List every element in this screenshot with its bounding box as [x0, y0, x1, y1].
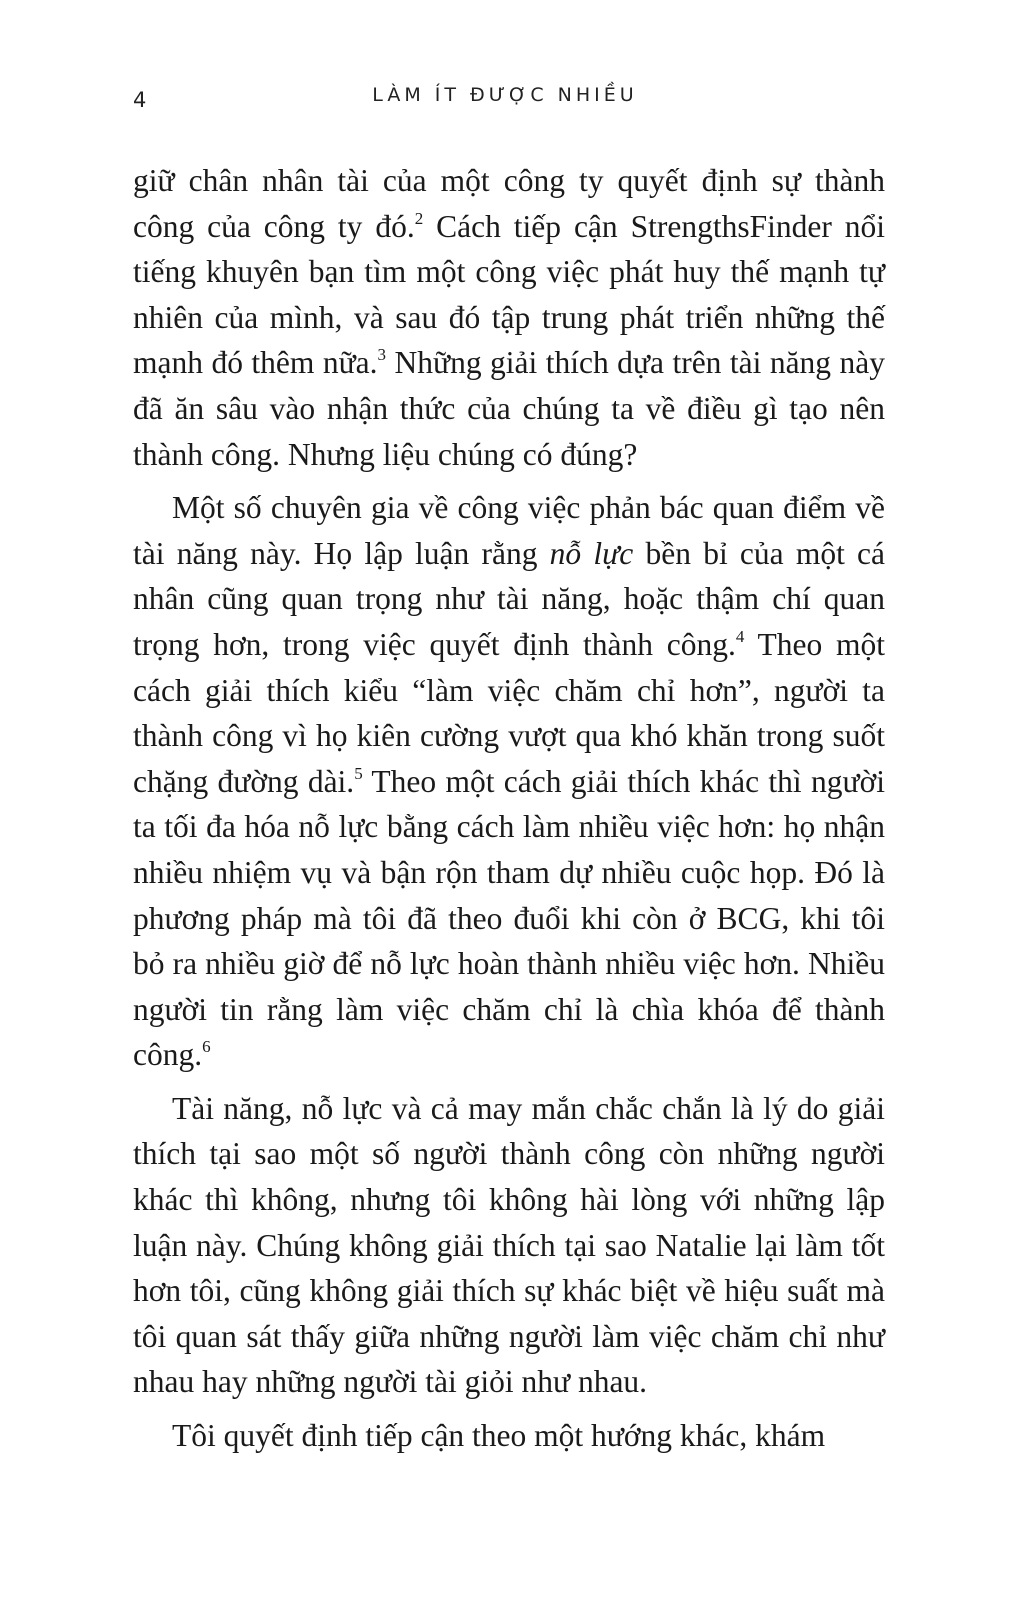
emphasis-text: nỗ lực — [549, 535, 634, 571]
page-number: 4 — [133, 88, 148, 112]
text-run: Cách tiếp cận StrengthsFinder nổi tiếng khuyên bạn tìm một công việc phát huy thế mạnh tự nhiên của mình, và sau đó tập trung phát triển những thế mạnh đó thêm nữa. — [133, 208, 885, 381]
running-head — [0, 78, 1024, 118]
footnote-marker: 3 — [377, 345, 387, 365]
footnote-marker: 4 — [735, 626, 745, 646]
text-run: Theo một cách giải thích khác thì người ta tối đa hóa nỗ lực bằng cách làm nhiều việc hơn: họ nhận nhiều nhiệm vụ và bận rộn tham dự nhiều cuộc họp. Đó là phương pháp mà tôi đã theo đuổi khi còn ở BCG, khi tôi bỏ ra nhiều giờ để nỗ lực hoàn thành nhiều việc hơn. Nhiều người tin rằng làm việc chăm chỉ là chìa khóa để thành công. — [133, 763, 885, 1073]
book-title: LÀM ÍT ĐƯỢC NHIỀU — [372, 84, 638, 106]
text-run: Theo một cách giải thích kiểu “làm việc chăm chỉ hơn”, người ta thành công vì họ kiên cường vượt qua khó khăn trong suốt chặng đường dài. — [133, 626, 885, 799]
text-run: giữ chân nhân tài của một công ty quyết định sự thành công của công ty đó. — [133, 163, 885, 244]
footnote-marker: 5 — [354, 763, 363, 783]
text-run: Những giải thích dựa trên tài năng này đã ăn sâu vào nhận thức của chúng ta về điều gì tạo nên thành công. Nhưng liệu chúng có đúng? — [133, 345, 886, 472]
paragraph-1 — [133, 158, 885, 477]
text-run: Tài năng, nỗ lực và cả may mắn chắc chắn là lý do giải thích tại sao một số người thành công còn những người khác thì không, nhưng tôi không hài lòng với những lập luận này. Chúng không giải thích tại sao Natalie lại làm tốt hơn tôi, cũng không giải thích sự khác biệt về hiệu suất mà tôi quan sát thấy giữa những người làm việc chăm chỉ như nhau hay những người tài giỏi như nhau. — [133, 1090, 885, 1400]
body-text — [133, 158, 885, 1467]
paragraph-2 — [133, 485, 885, 1078]
footnote-marker: 2 — [414, 208, 424, 228]
text-run: Tôi quyết định tiếp cận theo một hướng khác, khám — [172, 1418, 826, 1454]
paragraph-3 — [133, 1086, 885, 1405]
paragraph-4 — [133, 1413, 885, 1459]
footnote-marker: 6 — [202, 1037, 211, 1057]
text-run: bền bỉ của một cá nhân cũng quan trọng như tài năng, hoặc thậm chí quan trọng hơn, trong việc quyết định thành công. — [133, 535, 885, 662]
text-run: Một số chuyên gia về công việc phản bác quan điểm về tài năng này. Họ lập luận rằng — [133, 490, 885, 571]
